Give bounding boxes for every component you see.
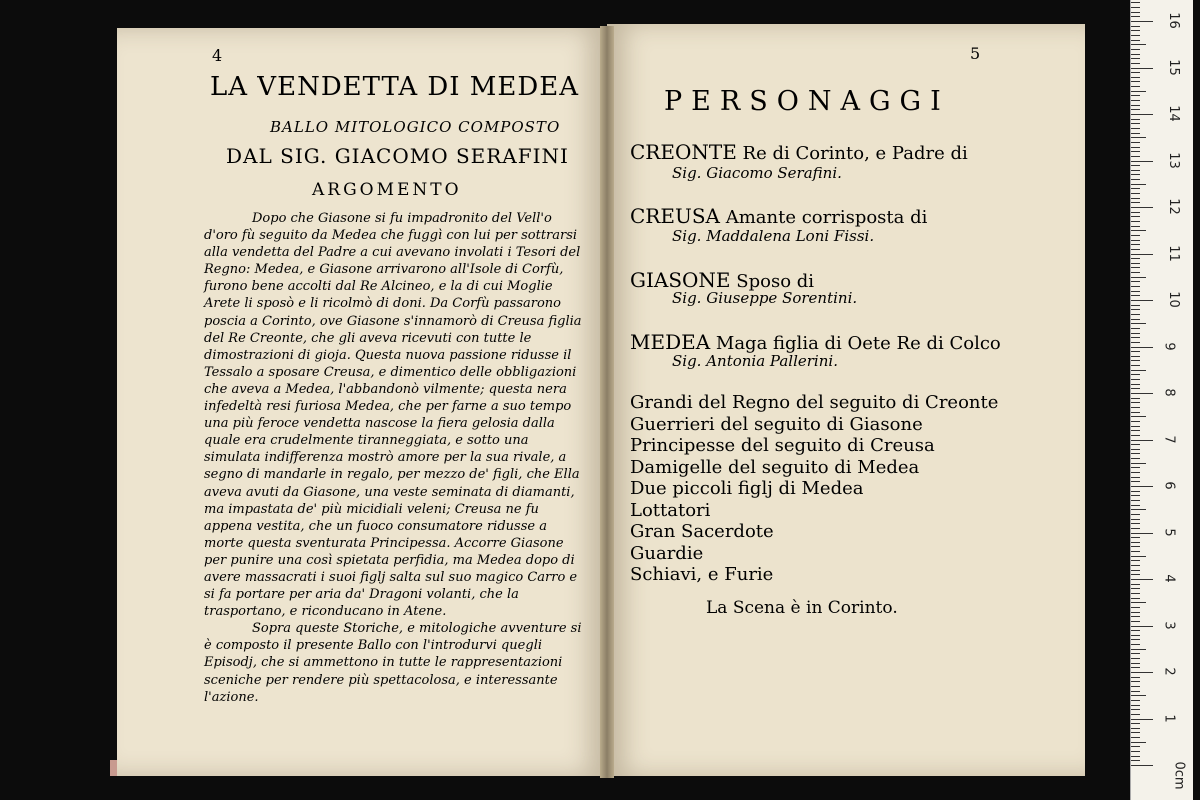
ruler-tick [1131, 533, 1153, 534]
ruler-tick [1131, 556, 1146, 557]
ruler-tick [1131, 365, 1140, 366]
ruler-tick [1131, 635, 1140, 636]
ruler-tick [1131, 663, 1140, 664]
ruler-tick [1131, 263, 1140, 264]
ruler-tick [1131, 709, 1140, 710]
ruler-tick [1131, 751, 1140, 752]
list-item: Damigelle del seguito di Medea [630, 456, 920, 478]
ruler-tick [1131, 612, 1140, 613]
ruler-tick [1131, 370, 1146, 371]
ruler-tick [1131, 463, 1146, 464]
ruler-tick [1131, 560, 1140, 561]
ruler-tick [1131, 128, 1140, 129]
ruler-tick [1131, 314, 1140, 315]
ruler-tick [1131, 258, 1140, 259]
ruler-tick [1131, 742, 1146, 743]
ruler-tick [1131, 240, 1140, 241]
extras-list [630, 392, 998, 586]
ruler-tick [1131, 719, 1153, 720]
ruler-tick [1131, 133, 1140, 134]
ruler-tick [1131, 453, 1140, 454]
ruler-tick [1131, 398, 1140, 399]
character-entry [630, 330, 1001, 354]
ruler-tick [1131, 514, 1140, 515]
ruler-tick [1131, 202, 1140, 203]
ruler-tick [1131, 2, 1140, 3]
ruler-tick [1131, 212, 1140, 213]
ruler-tick [1131, 374, 1140, 375]
ruler-tick [1131, 91, 1146, 92]
list-item: Guardie [630, 542, 704, 564]
ruler-tick [1131, 528, 1140, 529]
ruler-tick [1131, 500, 1140, 501]
ruler-tick [1131, 193, 1140, 194]
ruler-tick [1131, 333, 1140, 334]
ruler-tick [1131, 119, 1140, 120]
ruler-tick [1131, 21, 1153, 22]
ruler-tick [1131, 54, 1140, 55]
ruler-tick [1131, 207, 1153, 208]
ruler-tick [1131, 579, 1153, 580]
ruler-tick [1131, 286, 1140, 287]
ruler-tick [1131, 44, 1146, 45]
ruler-tick [1131, 570, 1140, 571]
character-actor: Sig. Maddalena Loni Fissi. [672, 227, 875, 245]
ruler-tick [1131, 384, 1140, 385]
ruler-tick [1131, 714, 1140, 715]
character-name: CREONTE [630, 140, 737, 164]
ruler-tick [1131, 151, 1140, 152]
ruler-tick [1131, 486, 1153, 487]
ruler-tick [1131, 695, 1146, 696]
ruler-tick [1131, 161, 1153, 162]
ruler-tick [1131, 430, 1140, 431]
character-name: CREUSA [630, 204, 720, 228]
ruler-tick [1131, 123, 1140, 124]
ruler-tick [1131, 523, 1140, 524]
ruler-tick [1131, 30, 1140, 31]
ruler-tick [1131, 277, 1146, 278]
ruler-tick [1131, 491, 1140, 492]
ruler-tick [1131, 593, 1140, 594]
ruler-tick [1131, 458, 1140, 459]
list-item: Grandi del Regno del seguito di Creonte [630, 392, 999, 413]
ruler-tick [1131, 616, 1140, 617]
ruler-tick [1131, 319, 1140, 320]
ruler-tick [1131, 142, 1140, 143]
ruler-tick [1131, 691, 1140, 692]
ruler-tick [1131, 342, 1140, 343]
ruler-tick [1131, 249, 1140, 250]
ruler-tick [1131, 481, 1140, 482]
ruler-number: 5 [1161, 527, 1177, 537]
ruler-tick [1131, 272, 1140, 273]
ruler-tick [1131, 156, 1140, 157]
ruler-tick [1131, 440, 1153, 441]
ruler-tick [1131, 58, 1140, 59]
ruler-tick [1131, 602, 1146, 603]
ruler-tick [1131, 760, 1140, 761]
ruler-tick [1131, 7, 1140, 8]
ruler-tick [1131, 705, 1140, 706]
ruler-number: 1 [1161, 713, 1177, 723]
argument-paragraph: Dopo che Giasone si fu impadronito del Vell'o d'oro fù seguito da Medea che fuggì con lui per sottrarsi alla vendetta del Padre a cui avevano involati i Tesori del Regno: Medea, e Giasone arrivarono all'Isole di Corfù, furono bene accolti dal Re Alcineo, e la di cui Moglie Arete li sposò e li ricolmò di doni. Da Corfù passarono poscia a Corinto, ove Giasone s'innamorò di Creusa figlia del Re Creonte, che gli aveva ricevuti con tutte le dimostrazioni di gioja. Questa nuova passione ridusse il Tessalo a sposare Creusa, e dimentico delle obbligazioni che aveva a Medea, l'abbandonò vilmente; questa nera infedeltà resi furiosa Medea, che per farne a suo tempo una più feroce vendetta nascose la fiera gelosia dalla quale era crudelmente tiranneggiata, e sotto una simulata indifferenza mostrò amore per la sua rivale, a segno di mandarle in regalo, per mezzo de' figli, che Ella aveva avuti da Giasone, una veste seminata di diamanti, ma impastata de' più micidiali veleni; Creusa ne fu appena vestita, che un fuoco consumatore ridusse a morte questa sventurata Principessa. Accorre Giasone per punire una così spietata perfidia, ma Medea dopo di avere massacrati i suoi figlj salta sul suo magico Carro e si fa portare per aria da' Dragoni volanti, che la trasportano, e riconducano in Atene. [204, 211, 582, 620]
ruler-tick [1131, 537, 1140, 538]
ruler-tick [1131, 100, 1140, 101]
author-line: DAL SIG. GIACOMO SERAFINI [226, 144, 569, 168]
character-actor: Sig. Giuseppe Sorentini. [672, 289, 858, 307]
ruler-tick [1131, 546, 1140, 547]
character-role: Re di Corinto, e Padre di [742, 143, 968, 164]
ruler-tick [1131, 672, 1153, 673]
ruler-tick [1131, 328, 1140, 329]
ruler-tick [1131, 407, 1140, 408]
measuring-ruler [1130, 0, 1193, 800]
ruler-tick [1131, 649, 1146, 650]
ruler-tick [1131, 621, 1140, 622]
ruler-tick [1131, 444, 1140, 445]
ruler-tick [1131, 221, 1140, 222]
ruler-tick [1131, 281, 1140, 282]
list-item: Principesse del seguito di Creusa [630, 435, 935, 456]
character-entry [630, 140, 968, 164]
ruler-tick [1131, 26, 1140, 27]
ruler-number: 14 [1165, 105, 1181, 122]
ruler-tick [1131, 114, 1153, 115]
character-actor: Sig. Antonia Pallerini. [672, 352, 838, 370]
ruler-tick [1131, 626, 1153, 627]
ruler-number: 10 [1165, 291, 1181, 308]
ruler-tick [1131, 95, 1140, 96]
ruler-tick [1131, 16, 1140, 17]
ruler-tick [1131, 756, 1140, 757]
ruler-tick [1131, 584, 1140, 585]
ruler-tick [1131, 388, 1140, 389]
ruler-tick [1131, 435, 1140, 436]
ruler-tick [1131, 467, 1140, 468]
ruler-tick [1131, 309, 1140, 310]
ruler-tick [1131, 723, 1140, 724]
ruler-tick [1131, 477, 1140, 478]
ruler-number: 11 [1165, 244, 1181, 262]
ruler-tick [1131, 188, 1140, 189]
ruler-tick [1131, 170, 1140, 171]
ruler-tick [1131, 291, 1140, 292]
ruler-tick [1131, 351, 1140, 352]
character-role: Amante corrisposta di [725, 207, 928, 228]
book-gutter [600, 26, 614, 778]
ruler-tick [1131, 732, 1140, 733]
ruler-tick [1131, 40, 1140, 41]
list-item: Guerrieri del seguito di Giasone [630, 413, 923, 435]
ruler-number: 4 [1161, 574, 1177, 583]
ruler-tick [1131, 81, 1140, 82]
ruler-tick [1131, 379, 1140, 380]
ruler-tick [1131, 639, 1140, 640]
ruler-number: 9 [1161, 341, 1177, 351]
ruler-tick [1131, 746, 1140, 747]
ruler-unit-label: 0cm [1171, 761, 1187, 790]
ruler-tick [1131, 105, 1140, 106]
ruler-tick [1131, 551, 1140, 552]
subtitle: BALLO MITOLOGICO COMPOSTO [270, 118, 561, 136]
ruler-tick [1131, 235, 1140, 236]
character-name: MEDEA [630, 330, 711, 354]
ruler-number: 13 [1165, 151, 1181, 169]
ruler-tick [1131, 109, 1140, 110]
ruler-tick [1131, 728, 1140, 729]
list-item: Due piccoli figlj di Medea [630, 478, 864, 499]
ruler-tick [1131, 588, 1140, 589]
ruler-number: 6 [1161, 481, 1177, 490]
ruler-tick [1131, 565, 1140, 566]
ruler-number: 16 [1165, 12, 1181, 29]
argument-text [204, 210, 586, 706]
page-title: LA VENDETTA DI MEDEA [210, 72, 580, 102]
ruler-tick [1131, 598, 1140, 599]
ruler-tick [1131, 607, 1140, 608]
ruler-tick [1131, 86, 1140, 87]
ruler-tick [1131, 72, 1140, 73]
ruler-tick [1131, 198, 1140, 199]
character-name: GIASONE [630, 268, 731, 292]
section-heading: ARGOMENTO [312, 180, 462, 200]
ruler-tick [1131, 244, 1140, 245]
ruler-tick [1131, 360, 1140, 361]
ruler-tick [1131, 305, 1140, 306]
ruler-tick [1131, 505, 1140, 506]
ruler-tick [1131, 509, 1146, 510]
character-role: Maga figlia di Oete Re di Colco [715, 333, 1001, 354]
ruler-tick [1131, 165, 1140, 166]
ruler-tick [1131, 216, 1140, 217]
ruler-tick [1131, 393, 1153, 394]
ruler-number: 8 [1161, 388, 1177, 397]
character-role: Sposo di [736, 271, 815, 292]
list-item: Lottatori [630, 499, 711, 521]
ruler-tick [1131, 179, 1140, 180]
ruler-tick [1131, 295, 1140, 296]
ruler-tick [1131, 700, 1140, 701]
ruler-tick [1131, 230, 1146, 231]
ruler-tick [1131, 542, 1140, 543]
ruler-tick [1131, 254, 1153, 255]
ruler-number: 15 [1165, 58, 1181, 76]
ruler-tick [1131, 77, 1140, 78]
ruler-number: 2 [1161, 667, 1177, 676]
list-item: Gran Sacerdote [630, 521, 774, 542]
page-number-left: 4 [212, 46, 223, 65]
ruler-tick [1131, 267, 1140, 268]
ruler-tick [1131, 49, 1140, 50]
ruler-tick [1131, 68, 1153, 69]
ruler-tick [1131, 184, 1146, 185]
argument-paragraph: Sopra queste Storiche, e mitologiche avventure si è composto il presente Ballo con l'introdurvi quegli Episodj, che si ammettono in tutte le rappresentazioni sceniche per rendere più spettacolosa, e interessante l'azione. [204, 621, 582, 705]
scene-note: La Scena è in Corinto. [706, 598, 898, 618]
ruler-tick [1131, 300, 1153, 301]
characters-heading: PERSONAGGI [664, 86, 950, 117]
ruler-tick [1131, 681, 1140, 682]
character-actor: Sig. Giacomo Serafini. [672, 164, 842, 182]
ruler-tick [1131, 658, 1140, 659]
ruler-tick [1131, 653, 1140, 654]
ruler-tick [1131, 147, 1140, 148]
ruler-tick [1131, 412, 1140, 413]
ruler-tick [1131, 63, 1140, 64]
ruler-tick [1131, 630, 1140, 631]
ruler-tick [1131, 402, 1140, 403]
ruler-tick [1131, 421, 1140, 422]
ruler-tick [1131, 174, 1140, 175]
ruler-tick [1131, 472, 1140, 473]
ruler-tick [1131, 137, 1146, 138]
ruler-tick [1131, 667, 1140, 668]
ruler-tick [1131, 737, 1140, 738]
ruler-number: 3 [1161, 620, 1177, 630]
ruler-tick [1131, 677, 1140, 678]
ruler-tick [1131, 765, 1153, 766]
ruler-tick [1131, 426, 1140, 427]
ruler-number: 12 [1165, 198, 1181, 215]
ruler-tick [1131, 12, 1140, 13]
ruler-tick [1131, 519, 1140, 520]
ruler-tick [1131, 686, 1140, 687]
ruler-tick [1131, 323, 1146, 324]
ruler-tick [1131, 449, 1140, 450]
ruler-tick [1131, 416, 1146, 417]
ruler-tick [1131, 644, 1140, 645]
ruler-tick [1131, 35, 1140, 36]
ruler-tick [1131, 356, 1140, 357]
ruler-tick [1131, 226, 1140, 227]
ruler-tick [1131, 347, 1153, 348]
ruler-tick [1131, 337, 1140, 338]
ruler-tick [1131, 495, 1140, 496]
ruler-tick [1131, 574, 1140, 575]
page-number-right: 5 [970, 44, 981, 63]
list-item: Schiavi, e Furie [630, 564, 774, 585]
character-entry [630, 204, 927, 228]
ruler-number: 7 [1161, 434, 1177, 444]
